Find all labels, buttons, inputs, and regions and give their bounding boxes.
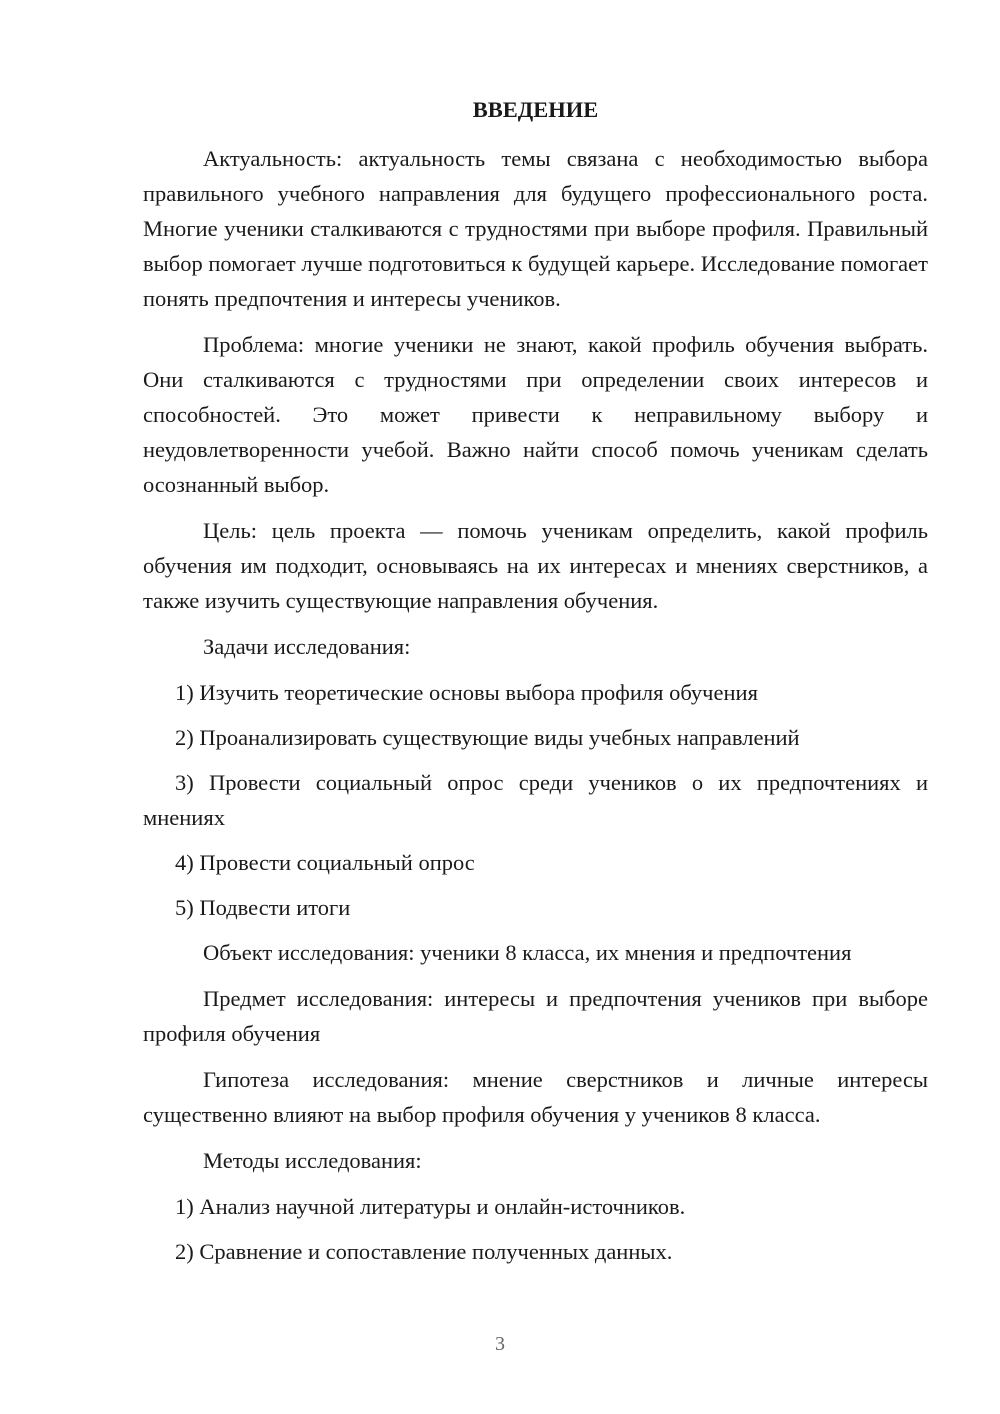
relevance-paragraph: Актуальность: актуальность темы связана с необходимостью выбора правильного учебного направления для будущего профессионального роста. Многие ученики сталкиваются с трудностями при выборе профиля. Правильный выбор помогает лучше подготовиться к будущей карьере. Исследование помогает понять предпочтения и интересы учеников.: [143, 146, 928, 311]
list-item: 3) Провести социальный опрос среди учеников о их предпочтениях и мнениях: [143, 770, 928, 830]
methods-heading: Методы исследования:: [203, 1148, 422, 1173]
page-number: 3: [495, 1333, 505, 1355]
list-item: 2) Проанализировать существующие виды учебных направлений: [175, 725, 800, 750]
list-item: 2) Сравнение и сопоставление полученных данных.: [175, 1239, 673, 1264]
list-item: 5) Подвести итоги: [175, 895, 351, 920]
page-title: ВВЕДЕНИЕ: [472, 97, 599, 122]
hypothesis-paragraph: Гипотеза исследования: мнение сверстников и личные интересы существенно влияют на выбор профиля обучения у учеников 8 класса.: [143, 1067, 928, 1127]
list-item: 1) Анализ научной литературы и онлайн-источников.: [175, 1194, 686, 1219]
problem-paragraph: Проблема: многие ученики не знают, какой профиль обучения выбрать. Они сталкиваются с трудностями при определении своих интересов и способностей. Это может привести к неправильному выбору и неудовлетворенности учебой. Важно найти способ помочь ученикам сделать осознанный выбор.: [143, 332, 928, 497]
object-paragraph: Объект исследования: ученики 8 класса, их мнения и предпочтения: [203, 940, 852, 965]
list-item: 4) Провести социальный опрос: [175, 850, 475, 875]
list-item: 1) Изучить теоретические основы выбора профиля обучения: [175, 680, 758, 705]
tasks-list: [143, 675, 928, 925]
tasks-heading: Задачи исследования:: [203, 634, 411, 659]
goal-paragraph: Цель: цель проекта — помочь ученикам определить, какой профиль обучения им подходит, основываясь на их интересах и мнениях сверстников, а также изучить существующие направления обучения.: [143, 518, 928, 613]
document-page: [143, 92, 928, 1279]
subject-paragraph: Предмет исследования: интересы и предпочтения учеников при выборе профиля обучения: [143, 986, 928, 1046]
methods-list: [143, 1189, 928, 1269]
